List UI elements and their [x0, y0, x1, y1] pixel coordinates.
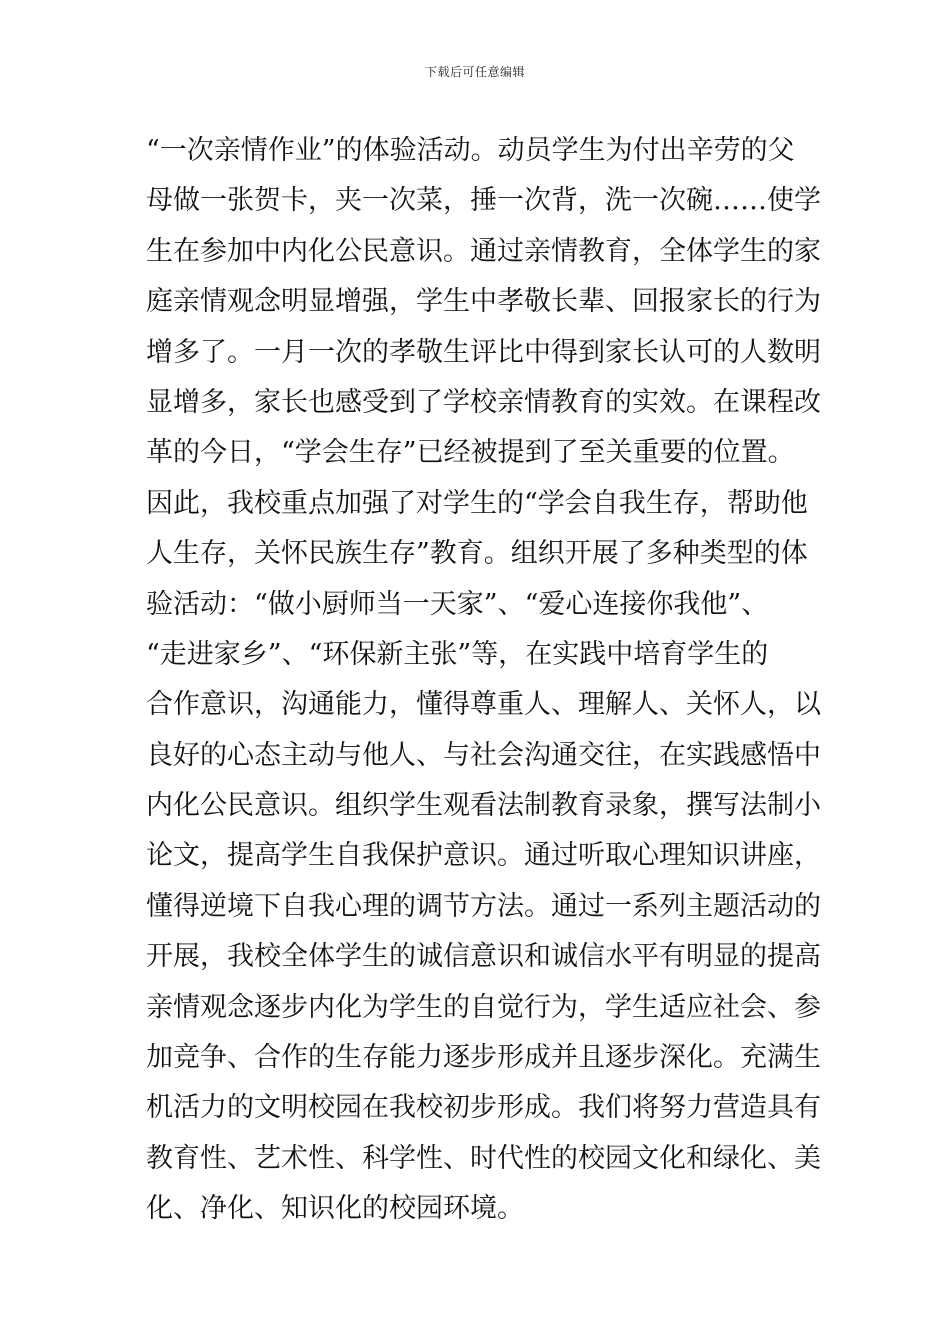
text-line: 内化公民意识。组织学生观看法制教育录象，撰写法制小: [146, 790, 821, 822]
text-line: 生在参加中内化公民意识。通过亲情教育，全体学生的家: [146, 235, 821, 267]
text-line: 验活动：“做小厨师当一天家”、“爱心连接你我他”、: [146, 588, 769, 620]
text-line: 加竞争、合作的生存能力逐步形成并且逐步深化。充满生: [146, 1042, 821, 1074]
text-line: 因此，我校重点加强了对学生的“学会自我生存，帮助他: [146, 487, 808, 519]
text-line: 化、净化、知识化的校园环境。: [146, 1193, 524, 1225]
text-line: 增多了。一月一次的孝敬生评比中得到家长认可的人数明: [146, 336, 821, 368]
text-line: 革的今日，“学会生存”已经被提到了至关重要的位置。: [146, 437, 795, 469]
text-line: 人生存，关怀民族生存”教育。组织开展了多种类型的体: [146, 538, 808, 570]
text-line: 母做一张贺卡，夹一次菜，捶一次背，洗一次碗……使学: [146, 185, 821, 217]
text-line: “一次亲情作业”的体验活动。动员学生为付出辛劳的父: [146, 135, 795, 166]
text-line: 良好的心态主动与他人、与社会沟通交往，在实践感悟中: [146, 739, 821, 771]
text-line: 合作意识，沟通能力，懂得尊重人、理解人、关怀人，以: [146, 689, 821, 721]
text-line: 亲情观念逐步内化为学生的自觉行为，学生适应社会、参: [146, 991, 821, 1023]
page-header: 下载后可任意编辑: [424, 65, 525, 79]
body-text: [146, 126, 826, 1235]
text-line: 论文，提高学生自我保护意识。通过听取心理知识讲座，: [146, 840, 821, 872]
text-line: 开展，我校全体学生的诚信意识和诚信水平有明显的提高: [146, 941, 821, 973]
text-line: 显增多，家长也感受到了学校亲情教育的实效。在课程改: [146, 386, 821, 418]
text-line: 懂得逆境下自我心理的调节方法。通过一系列主题活动的: [146, 890, 821, 922]
text-line: 机活力的文明校园在我校初步形成。我们将努力营造具有: [146, 1092, 821, 1124]
text-line: “走进家乡”、“环保新主张”等，在实践中培育学生的: [146, 638, 769, 670]
text-line: 庭亲情观念明显增强，学生中孝敬长辈、回报家长的行为: [146, 286, 821, 318]
text-line: 教育性、艺术性、科学性、时代性的校园文化和绿化、美: [146, 1142, 821, 1174]
